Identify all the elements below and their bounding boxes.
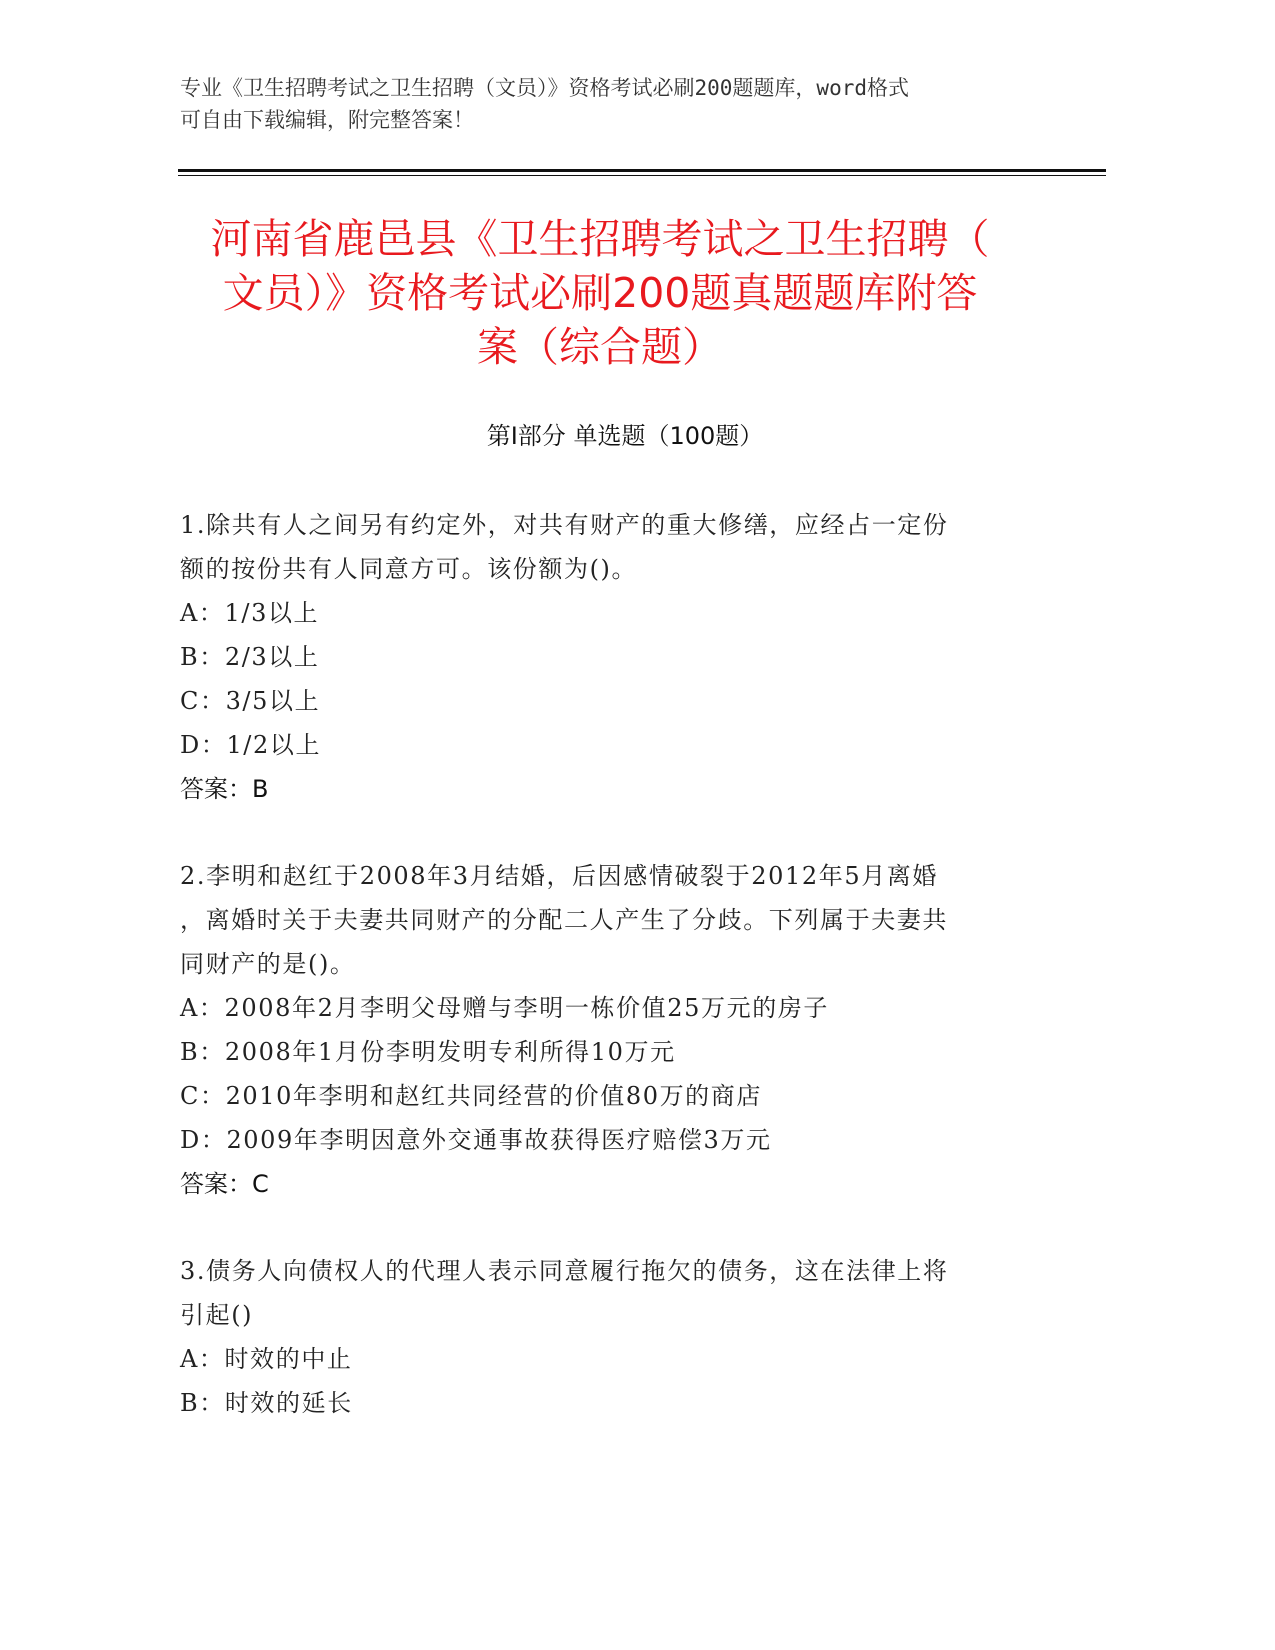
question-stem-line: 1.除共有人之间另有约定外，对共有财产的重大修缮，应经占一定份 xyxy=(180,511,949,539)
title-line-1: 河南省鹿邑县《卫生招聘考试之卫生招聘（ xyxy=(210,215,990,263)
option-b: B：2008年1月份李明发明专利所得10万元 xyxy=(180,1038,676,1066)
option-a: A：1/3以上 xyxy=(180,599,320,627)
section-heading: 第Ⅰ部分 单选题（100题） xyxy=(486,422,764,450)
question-stem-line: ，离婚时关于夫妻共同财产的分配二人产生了分歧。下列属于夫妻共 xyxy=(180,906,948,934)
title-line-3: 案（综合题） xyxy=(477,323,723,371)
title-line-2: 文员）》资格考试必刷200题真题题库附答 xyxy=(222,269,978,317)
question-2 xyxy=(180,854,1040,1206)
answer-label: 答案：C xyxy=(180,1170,269,1198)
question-1 xyxy=(180,503,1040,811)
option-c: C：2010年李明和赵红共同经营的价值80万的商店 xyxy=(180,1082,762,1110)
question-list xyxy=(180,503,1040,1468)
document-title xyxy=(150,212,1050,374)
option-a: A：时效的中止 xyxy=(180,1345,353,1373)
header-rule-thin xyxy=(178,175,1106,176)
question-stem-line: 同财产的是()。 xyxy=(180,950,356,978)
question-stem-line: 2.李明和赵红于2008年3月结婚，后因感情破裂于2012年5月离婚 xyxy=(180,862,938,890)
option-d: D：1/2以上 xyxy=(180,731,322,759)
question-stem-line: 引起() xyxy=(180,1301,254,1329)
answer-label: 答案：B xyxy=(180,775,269,803)
header-line-1: 专业《卫生招聘考试之卫生招聘（文员）》资格考试必刷200题题库，word格式 xyxy=(180,76,909,100)
document-header xyxy=(180,72,1030,136)
option-b: B：时效的延长 xyxy=(180,1389,353,1417)
option-c: C：3/5以上 xyxy=(180,687,321,715)
question-3 xyxy=(180,1249,1040,1425)
header-rule-thick xyxy=(178,169,1106,172)
question-stem-line: 额的按份共有人同意方可。该份额为()。 xyxy=(180,555,638,583)
option-a: A：2008年2月李明父母赠与李明一栋价值25万元的房子 xyxy=(180,994,830,1022)
header-line-2: 可自由下载编辑，附完整答案！ xyxy=(180,108,474,132)
option-b: B：2/3以上 xyxy=(180,643,320,671)
option-d: D：2009年李明因意外交通事故获得医疗赔偿3万元 xyxy=(180,1126,772,1154)
question-stem-line: 3.债务人向债权人的代理人表示同意履行拖欠的债务，这在法律上将 xyxy=(180,1257,949,1285)
